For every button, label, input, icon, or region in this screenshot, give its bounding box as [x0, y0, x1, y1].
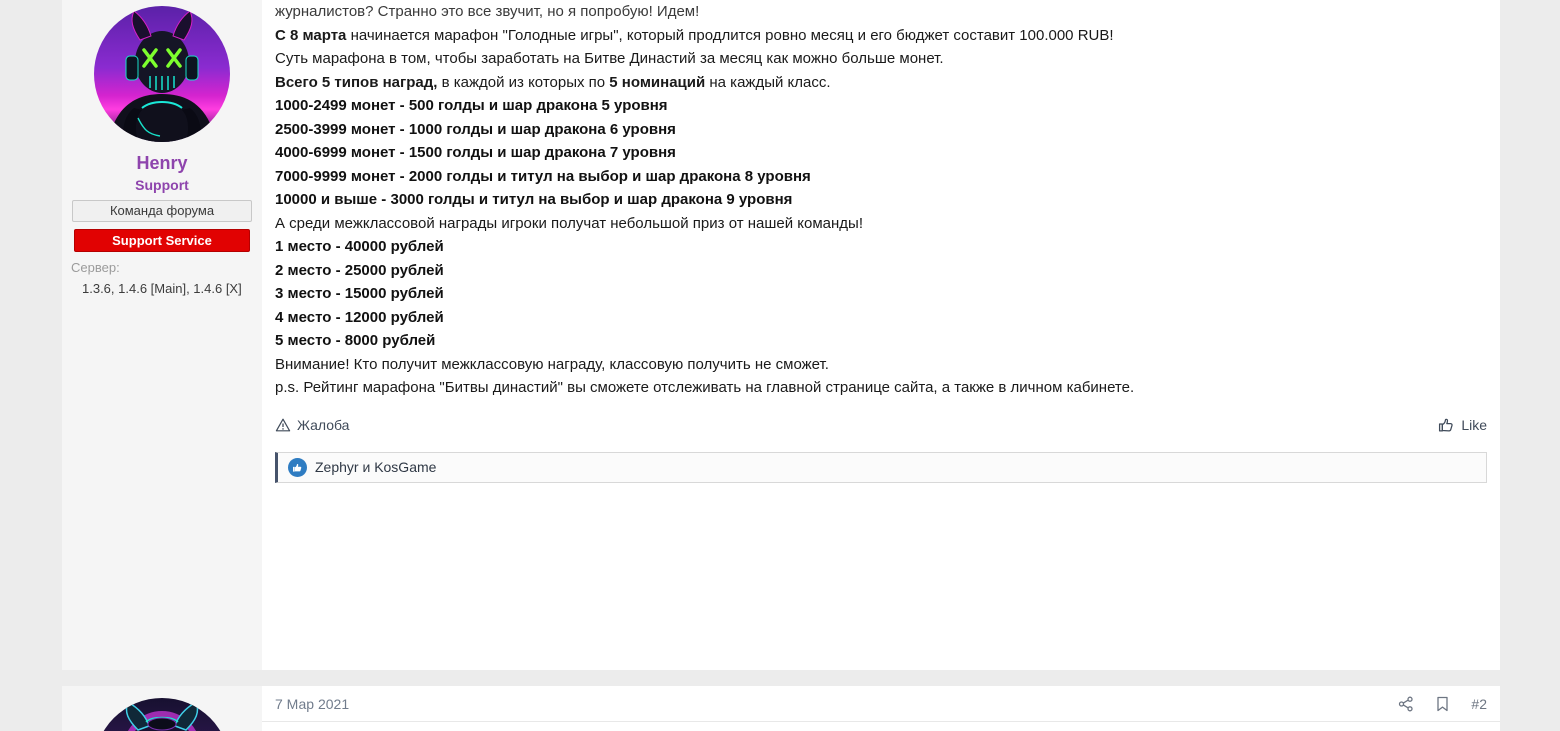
report-label: Жалоба	[297, 416, 350, 433]
ps-paragraph: p.s. Рейтинг марафона "Битвы династий" вы сможете отслеживать на главной странице сайта, а также в личном кабинете.	[275, 379, 1135, 396]
interclass-intro: А среди межклассовой награды игроки получат небольшой приз от нашей команды!	[275, 214, 864, 232]
place-line: 1 место - 40000 рублей	[275, 238, 444, 255]
places-list	[275, 235, 1487, 353]
date-bold: С 8 марта	[275, 26, 347, 44]
user-banner-support: Support Service	[74, 229, 250, 252]
reward-line: 2500-3999 монет - 1000 голды и шар дракона 6 уровня	[275, 120, 676, 138]
post-second	[62, 686, 1500, 731]
likes-users: Zephyr и KosGame	[315, 459, 437, 475]
like-button[interactable]	[1438, 416, 1487, 433]
place-line: 3 место - 15000 рублей	[275, 285, 444, 302]
post1-user-cell	[62, 0, 262, 670]
rewards-list	[275, 94, 1487, 212]
post-tools	[1398, 696, 1487, 712]
intro-paragraph: С 8 марта начинается марафон "Голодные игры", который продлится ровно месяц и его бюджет составит 100.000 RUB! Суть марафона в том, чтобы заработать на Битве Династий за месяц как можно больше монет.	[275, 26, 1114, 67]
bookmark-icon[interactable]	[1435, 696, 1450, 712]
post-first	[62, 0, 1500, 670]
reward-line: 7000-9999 монет - 2000 голды и титул на выбор и шар дракона 8 уровня	[275, 167, 811, 185]
user-avatar[interactable]	[94, 6, 230, 142]
liker-link[interactable]: Zephyr	[315, 459, 359, 475]
post1-message	[262, 0, 1500, 670]
user-avatar-2[interactable]	[94, 698, 230, 731]
like-label: Like	[1461, 416, 1487, 433]
avatar-image	[94, 6, 230, 142]
likes-bar[interactable]	[275, 452, 1487, 483]
reward-line: 4000-6999 монет - 1500 голды и шар дракона 7 уровня	[275, 144, 676, 161]
report-link[interactable]	[275, 417, 349, 433]
post-actions-row	[275, 414, 1487, 436]
post-number-link[interactable]: #2	[1471, 695, 1487, 712]
share-icon[interactable]	[1398, 696, 1414, 712]
awards-summary-paragraph: Всего 5 типов наград, в каждой из которых по 5 номинаций на каждый класс.	[275, 73, 831, 91]
server-label: Сервер:	[71, 260, 120, 275]
clipped-top-line: журналистов? Странно это все звучит, но я попробую! Идем!	[275, 3, 700, 20]
place-line: 4 место - 12000 рублей	[275, 308, 444, 326]
thread-container	[62, 0, 1500, 731]
user-banner-team: Команда форума	[72, 200, 252, 222]
post-body-text	[275, 0, 1487, 400]
post2-user-cell	[62, 686, 262, 731]
user-title: Support	[135, 177, 189, 193]
post2-message	[262, 686, 1500, 731]
warning-triangle-icon	[275, 417, 291, 433]
place-line: 2 место - 25000 рублей	[275, 261, 444, 279]
warning-paragraph: Внимание! Кто получит межклассовую награду, классовую получить не сможет.	[275, 355, 829, 373]
thumb-up-outline-icon	[1438, 416, 1455, 433]
reward-line: 10000 и выше - 3000 голды и титул на выбор и шар дракона 9 уровня	[275, 191, 793, 208]
thumb-up-filled-icon	[288, 458, 307, 477]
liker-link[interactable]: KosGame	[374, 459, 437, 475]
avatar-image-2	[94, 698, 230, 731]
place-line: 5 место - 8000 рублей	[275, 332, 436, 349]
server-value: 1.3.6, 1.4.6 [Main], 1.4.6 [X]	[82, 281, 242, 296]
post-date-link[interactable]: 7 Мар 2021	[275, 695, 350, 712]
user-server-field	[62, 259, 262, 297]
reward-line: 1000-2499 монет - 500 голды и шар дракона 5 уровня	[275, 97, 668, 114]
post2-header	[262, 686, 1500, 722]
username-link[interactable]: Henry	[136, 153, 188, 173]
